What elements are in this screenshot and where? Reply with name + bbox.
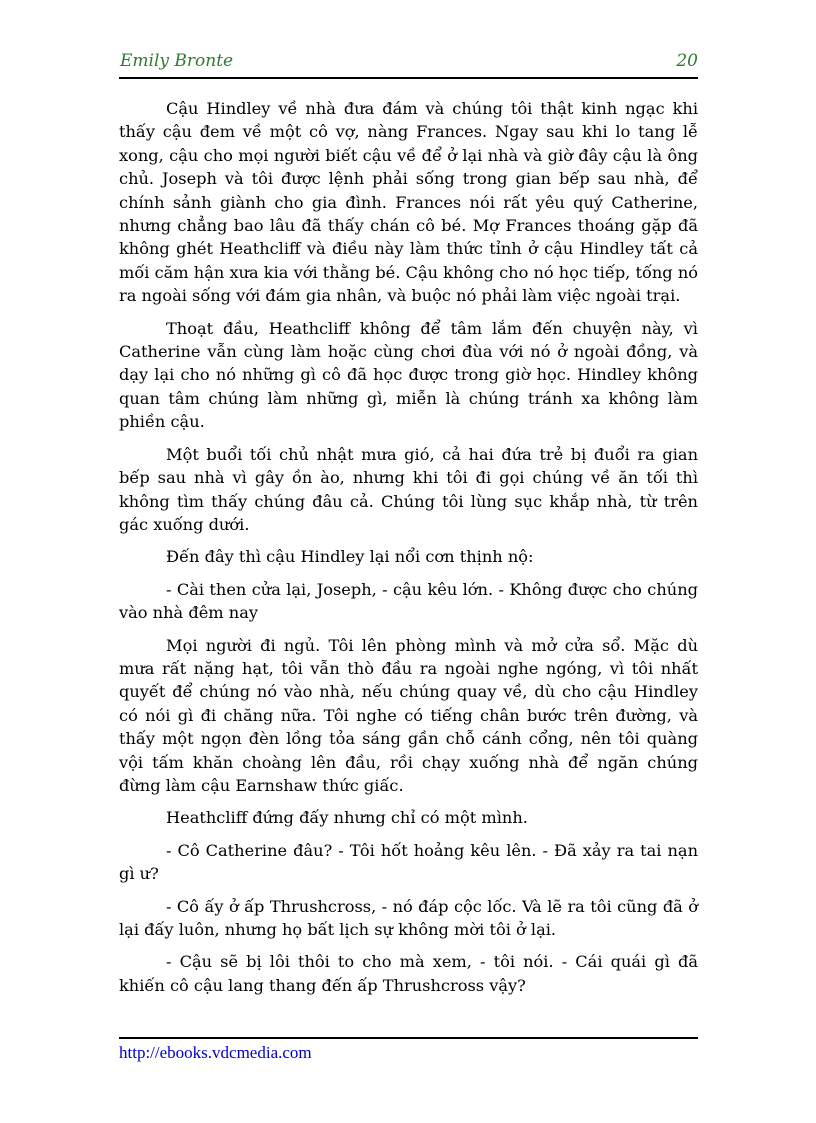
page-header (119, 51, 698, 79)
paragraph: - Cô ấy ở ấp Thrushcross, - nó đáp cộc lốc. Và lẽ ra tôi cũng đã ở lại đấy luôn, nhưng họ bất lịch sự không mời tôi ở lại. (119, 896, 698, 939)
paragraph: Cậu Hindley về nhà đưa đám và chúng tôi thật kinh ngạc khi thấy cậu đem về một cô vợ, nàng Frances. Ngay sau khi lo tang lễ xong, cậu cho mọi người biết cậu về để ở lại nhà và giờ đây cậu là ông chủ. Joseph và tôi được lệnh phải sống trong gian bếp sau nhà, để chính sảnh giành cho gia đình. Frances nói rất yêu quý Catherine, nhưng chẳng bao lâu đã thấy chán cô bé. Mợ Frances thoáng gặp đã không ghét Heathcliff và điều này làm thức tỉnh ở cậu Hindley tất cả mối căm hận xưa kia với thằng bé. Cậu không cho nó học tiếp, tống nó ra ngoài sống với đám gia nhân, và buộc nó phải làm việc ngoài trại. (119, 99, 698, 306)
header-author: Emily Bronte (120, 51, 234, 71)
paragraph: - Cô Catherine đâu? - Tôi hốt hoảng kêu lên. - Đã xảy ra tai nạn gì ư? (119, 840, 698, 884)
footer-divider (119, 1037, 698, 1039)
paragraph: - Cài then cửa lại, Joseph, - cậu kêu lớn. - Không được cho chúng vào nhà đêm nay (119, 579, 698, 623)
paragraph: Thoạt đầu, Heathcliff không để tâm lắm đến chuyện này, vì Catherine vẫn cùng làm hoặc cùng chơi đùa với nó ở ngoài đồng, và dạy lại cho nó những gì cô đã học được trong giờ học. Hindley không quan tâm chúng làm những gì, miễn là chúng tránh xa không làm phiền cậu. (119, 318, 698, 432)
paragraph: Đến đây thì cậu Hindley lại nổi cơn thịnh nộ: (166, 547, 534, 567)
paragraph: Một buổi tối chủ nhật mưa gió, cả hai đứa trẻ bị đuổi ra gian bếp sau nhà vì gây ồn ào, nhưng khi tôi đi gọi chúng về ăn tối thì không tìm thấy chúng đâu cả. Chúng tôi lùng sục khắp nhà, từ trên gác xuống dưới. (119, 444, 698, 534)
paragraph: Heathcliff đứng đấy nhưng chỉ có một mình. (166, 808, 528, 828)
footer-link[interactable]: http://ebooks.vdcmedia.com (119, 1043, 312, 1062)
page-number: 20 (676, 51, 698, 71)
paragraph: Mọi người đi ngủ. Tôi lên phòng mình và mở cửa sổ. Mặc dù mưa rất nặng hạt, tôi vẫn thò đầu ra ngoài nghe ngóng, vì tôi nhất quyết để chúng nó vào nhà, nếu chúng quay về, dù cho cậu Hindley có nói gì đi chăng nữa. Tôi nghe có tiếng chân bước trên đường, và thấy một ngọn đèn lồng tỏa sáng gần chỗ cánh cổng, nên tôi quàng vội tấm khăn choàng lên đầu, rồi chạy xuống nhà để ngăn chúng đừng làm cậu Earnshaw thức giấc. (119, 635, 698, 795)
paragraph: - Cậu sẽ bị lôi thôi to cho mà xem, - tôi nói. - Cái quái gì đã khiến cô cậu lang thang đến ấp Thrushcross vậy? (119, 952, 698, 995)
body-text (119, 97, 698, 1006)
